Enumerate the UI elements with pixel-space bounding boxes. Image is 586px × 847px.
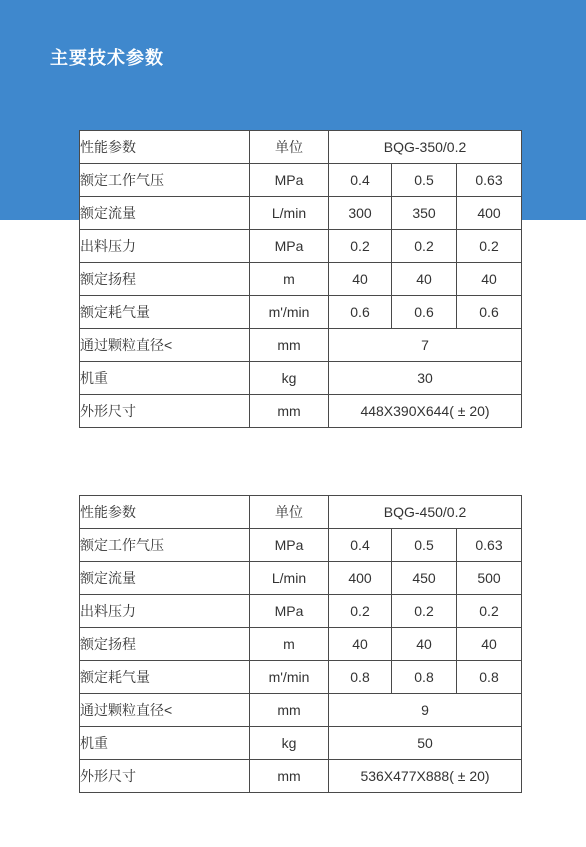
param-name: 通过颗粒直径< bbox=[80, 329, 250, 362]
param-unit: mm bbox=[250, 760, 329, 793]
param-unit: m'/min bbox=[250, 661, 329, 694]
param-value: 30 bbox=[329, 362, 522, 395]
param-value: 40 bbox=[457, 263, 522, 296]
table-row bbox=[80, 329, 522, 362]
param-name: 额定流量 bbox=[80, 562, 250, 595]
param-unit: MPa bbox=[250, 230, 329, 263]
table-row bbox=[80, 562, 522, 595]
param-name: 出料压力 bbox=[80, 230, 250, 263]
param-value: 350 bbox=[392, 197, 457, 230]
param-unit: kg bbox=[250, 362, 329, 395]
header-model-label: BQG-450/0.2 bbox=[329, 496, 522, 529]
table-header-row bbox=[80, 131, 522, 164]
param-value: 0.8 bbox=[457, 661, 522, 694]
param-unit: mm bbox=[250, 395, 329, 428]
param-value: 0.2 bbox=[329, 230, 392, 263]
param-unit: m bbox=[250, 628, 329, 661]
param-value: 0.4 bbox=[329, 529, 392, 562]
param-value: 9 bbox=[329, 694, 522, 727]
param-name: 机重 bbox=[80, 362, 250, 395]
page-title: 主要技术参数 bbox=[50, 48, 164, 68]
table-row bbox=[80, 164, 522, 197]
param-value: 0.2 bbox=[329, 595, 392, 628]
param-name: 额定耗气量 bbox=[80, 296, 250, 329]
table-row bbox=[80, 197, 522, 230]
spec-table-1 bbox=[79, 130, 522, 428]
param-value: 0.2 bbox=[392, 595, 457, 628]
param-unit: MPa bbox=[250, 529, 329, 562]
param-name: 额定耗气量 bbox=[80, 661, 250, 694]
table-row bbox=[80, 395, 522, 428]
param-value: 40 bbox=[329, 263, 392, 296]
param-value: 7 bbox=[329, 329, 522, 362]
param-unit: MPa bbox=[250, 164, 329, 197]
param-name: 机重 bbox=[80, 727, 250, 760]
param-value: 0.6 bbox=[329, 296, 392, 329]
param-value: 0.2 bbox=[392, 230, 457, 263]
param-name: 出料压力 bbox=[80, 595, 250, 628]
table-row bbox=[80, 661, 522, 694]
param-unit: L/min bbox=[250, 197, 329, 230]
param-value: 0.8 bbox=[329, 661, 392, 694]
param-value: 0.4 bbox=[329, 164, 392, 197]
table-row bbox=[80, 529, 522, 562]
param-value: 0.63 bbox=[457, 164, 522, 197]
param-value: 450 bbox=[392, 562, 457, 595]
param-name: 通过颗粒直径< bbox=[80, 694, 250, 727]
param-unit: mm bbox=[250, 329, 329, 362]
param-unit: MPa bbox=[250, 595, 329, 628]
table-row bbox=[80, 727, 522, 760]
param-unit: m'/min bbox=[250, 296, 329, 329]
param-unit: m bbox=[250, 263, 329, 296]
param-name: 额定工作气压 bbox=[80, 529, 250, 562]
header-param-label: 性能参数 bbox=[80, 496, 250, 529]
table-row bbox=[80, 694, 522, 727]
param-value: 400 bbox=[457, 197, 522, 230]
param-value: 0.2 bbox=[457, 595, 522, 628]
param-value: 0.2 bbox=[457, 230, 522, 263]
param-value: 50 bbox=[329, 727, 522, 760]
header-unit-label: 单位 bbox=[250, 131, 329, 164]
param-unit: kg bbox=[250, 727, 329, 760]
param-value: 0.5 bbox=[392, 529, 457, 562]
param-value: 40 bbox=[457, 628, 522, 661]
table-row bbox=[80, 296, 522, 329]
table-row bbox=[80, 595, 522, 628]
param-value: 0.8 bbox=[392, 661, 457, 694]
header-unit-label: 单位 bbox=[250, 496, 329, 529]
table-row bbox=[80, 628, 522, 661]
param-value: 500 bbox=[457, 562, 522, 595]
spec-table-2 bbox=[79, 495, 522, 793]
table-row bbox=[80, 362, 522, 395]
param-name: 额定扬程 bbox=[80, 628, 250, 661]
param-unit: L/min bbox=[250, 562, 329, 595]
param-name: 额定工作气压 bbox=[80, 164, 250, 197]
table-row bbox=[80, 230, 522, 263]
param-value: 40 bbox=[392, 263, 457, 296]
header-param-label: 性能参数 bbox=[80, 131, 250, 164]
param-value: 0.5 bbox=[392, 164, 457, 197]
param-value: 448X390X644( ± 20) bbox=[329, 395, 522, 428]
param-value: 0.6 bbox=[392, 296, 457, 329]
param-name: 额定流量 bbox=[80, 197, 250, 230]
param-name: 外形尺寸 bbox=[80, 760, 250, 793]
header-model-label: BQG-350/0.2 bbox=[329, 131, 522, 164]
table-row bbox=[80, 263, 522, 296]
table-header-row bbox=[80, 496, 522, 529]
param-value: 40 bbox=[329, 628, 392, 661]
param-value: 300 bbox=[329, 197, 392, 230]
table-row bbox=[80, 760, 522, 793]
param-value: 40 bbox=[392, 628, 457, 661]
param-value: 536X477X888( ± 20) bbox=[329, 760, 522, 793]
param-unit: mm bbox=[250, 694, 329, 727]
param-value: 0.63 bbox=[457, 529, 522, 562]
param-value: 400 bbox=[329, 562, 392, 595]
param-name: 额定扬程 bbox=[80, 263, 250, 296]
param-value: 0.6 bbox=[457, 296, 522, 329]
param-name: 外形尺寸 bbox=[80, 395, 250, 428]
